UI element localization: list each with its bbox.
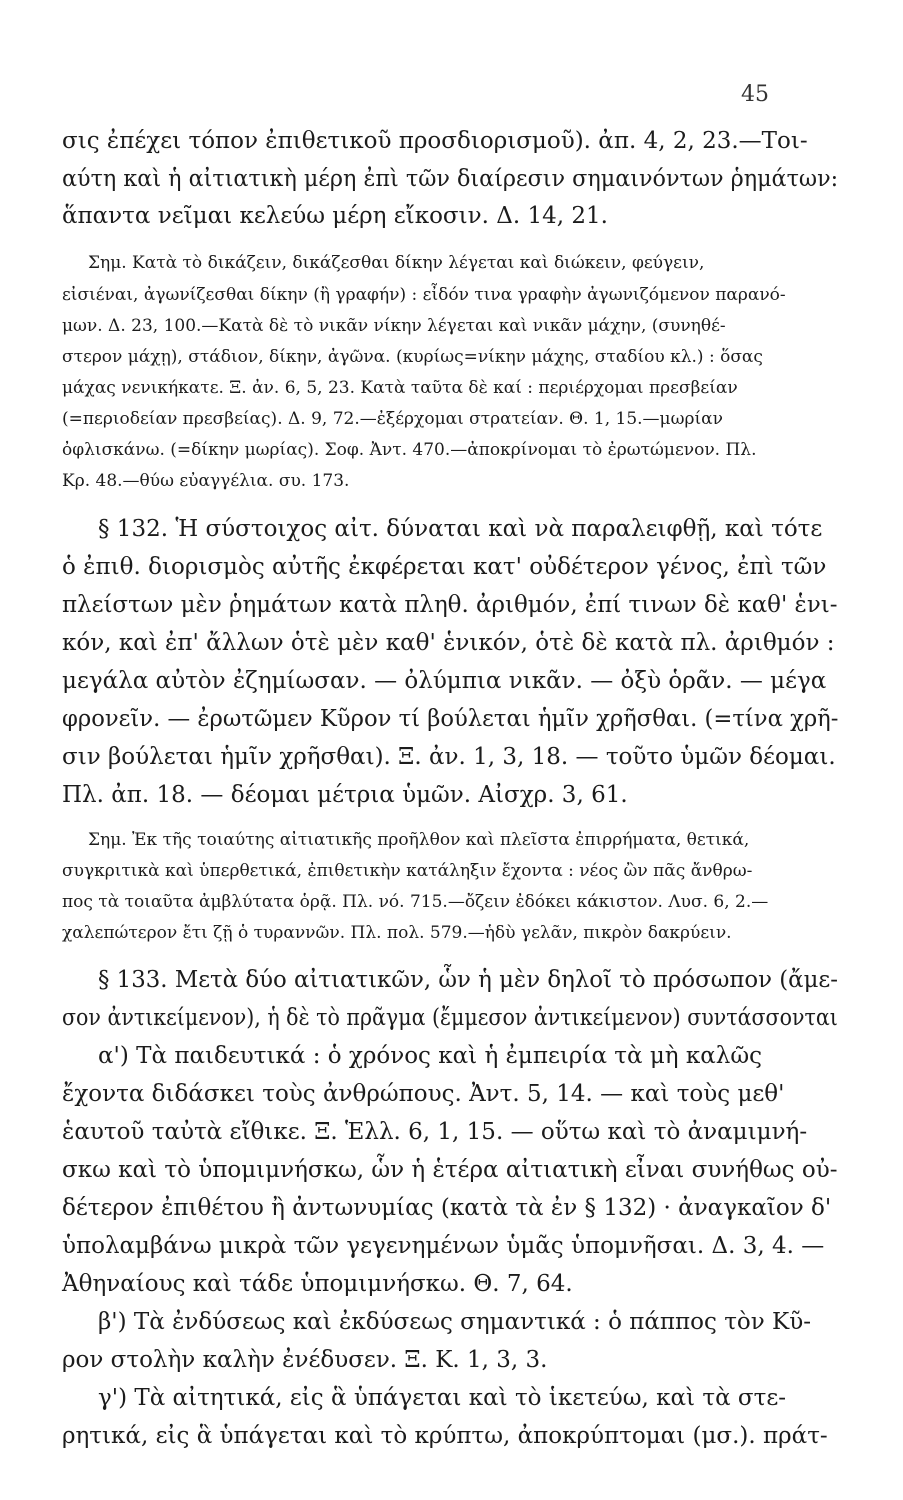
body-line: Ἀθηναίους καὶ τάδε ὑπομιμνήσκω. Θ. 7, 64. xyxy=(62,1271,573,1297)
body-line: σκω καὶ τὸ ὑπομιμνήσκω, ὧν ἡ ἑτέρα αἰτιατικὴ εἶναι συνήθως οὐ- xyxy=(62,1157,838,1183)
note-line: μάχας νενικήκατε. Ξ. ἀν. 6, 5, 23. Κατὰ ταῦτα δὲ καί : περιέρχομαι πρεσβείαν xyxy=(62,378,738,398)
body-line: φρονεῖν. — ἐρωτῶμεν Κῦρον τί βούλεται ἡμῖν χρῆσθαι. (=τίνα χρῆ- xyxy=(62,706,839,732)
body-line: πλείστων μὲν ῥημάτων κατὰ πληθ. ἀριθμόν, ἐπί τινων δὲ καθ' ἑνι- xyxy=(62,592,838,618)
note-line: Κρ. 48.—θύω εὐαγγέλια. συ. 173. xyxy=(62,471,350,491)
body-line: δέτερον ἐπιθέτου ἢ ἀντωνυμίας (κατὰ τὰ ἐν § 132) · ἀναγκαῖον δ' xyxy=(62,1195,832,1221)
note-line: μων. Δ. 23, 100.—Κατὰ δὲ τὸ νικᾶν νίκην λέγεται καὶ νικᾶν μάχην, (συνηθέ- xyxy=(62,316,726,336)
note-line: ὀφλισκάνω. (=δίκην μωρίας). Σοφ. Ἀντ. 470.—ἀποκρίνομαι τὸ ἐρωτώμενον. Πλ. xyxy=(62,440,757,460)
note-line: πος τὰ τοιαῦτα ἀμβλύτατα ὁρᾷ. Πλ. νό. 715.—ὄζειν ἐδόκει κάκιστον. Λυσ. 6, 2.— xyxy=(62,892,769,912)
body-line: κόν, καὶ ἐπ' ἄλλων ὁτὲ μὲν καθ' ἑνικόν, ὁτὲ δὲ κατὰ πλ. ἀριθμόν : xyxy=(62,630,835,656)
body-line: σις ἐπέχει τόπον ἐπιθετικοῦ προσδιορισμοῦ). ἀπ. 4, 2, 23.—Τοι- xyxy=(62,128,808,154)
body-line: ρον στολὴν καλὴν ἐνέδυσεν. Ξ. Κ. 1, 3, 3. xyxy=(62,1347,548,1373)
note-line: (=περιοδείαν πρεσβείας). Δ. 9, 72.—ἐξέρχομαι στρατείαν. Θ. 1, 15.—μωρίαν xyxy=(62,409,723,429)
section-line: § 132. Ἡ σύστοιχος αἰτ. δύναται καὶ νὰ παραλειφθῇ, καὶ τότε xyxy=(98,516,823,542)
body-line: ὑπολαμβάνω μικρὰ τῶν γεγενημένων ὑμᾶς ὑπομνῆσαι. Δ. 3, 4. — xyxy=(62,1233,825,1259)
page-number: 45 xyxy=(741,82,769,107)
section-line: § 133. Μετὰ δύο αἰτιατικῶν, ὧν ἡ μὲν δηλοῖ τὸ πρόσωπον (ἄμε- xyxy=(98,967,838,993)
body-line: β') Τὰ ἐνδύσεως καὶ ἐκδύσεως σημαντικά : ὁ πάππος τὸν Κῦ- xyxy=(98,1309,811,1335)
body-line: ἔχοντα διδάσκει τοὺς ἀνθρώπους. Ἀντ. 5, 14. — καὶ τοὺς μεθ' xyxy=(62,1081,785,1107)
body-line: ἅπαντα νεῖμαι κελεύω μέρη εἴκοσιν. Δ. 14, 21. xyxy=(62,203,608,229)
note-line: Σημ. Ἐκ τῆς τοιαύτης αἰτιατικῆς προῆλθον καὶ πλεῖστα ἐπιρρήματα, θετικά, xyxy=(88,830,750,850)
note-line: Σημ. Κατὰ τὸ δικάζειν, δικάζεσθαι δίκην λέγεται καὶ διώκειν, φεύγειν, xyxy=(88,253,705,273)
body-line: αύτη καὶ ἡ αἰτιατικὴ μέρη ἐπὶ τῶν διαίρεσιν σημαινόντων ῥημάτων: xyxy=(62,166,839,192)
body-line: Πλ. ἀπ. 18. — δέομαι μέτρια ὑμῶν. Αἰσχρ. 3, 61. xyxy=(62,782,628,808)
note-line: χαλεπώτερον ἔτι ζῇ ὁ τυραννῶν. Πλ. πολ. 579.—ἡδὺ γελᾶν, πικρὸν δακρύειν. xyxy=(62,923,732,943)
body-line: α') Τὰ παιδευτικά : ὁ χρόνος καὶ ἡ ἐμπειρία τὰ μὴ καλῶς xyxy=(98,1043,763,1069)
body-line: σον ἀντικείμενον), ἡ δὲ τὸ πρᾶγμα (ἔμμεσον ἀντικείμενον) συντάσσονται xyxy=(62,1005,838,1031)
note-line: στερον μάχῃ), στάδιον, δίκην, ἀγῶνα. (κυρίως=νίκην μάχης, σταδίου κλ.) : ὅσας xyxy=(62,347,763,367)
note-line: εἰσιέναι, ἀγωνίζεσθαι δίκην (ἢ γραφήν) : εἶδόν τινα γραφὴν ἀγωνιζόμενον παρανό- xyxy=(62,285,786,305)
body-line: γ') Τὰ αἰτητικά, εἰς ἃ ὑπάγεται καὶ τὸ ἱκετεύω, καὶ τὰ στε- xyxy=(98,1385,787,1411)
note-line: συγκριτικὰ καὶ ὑπερθετικά, ἐπιθετικὴν κατάληξιν ἔχοντα : νέος ὢν πᾶς ἄνθρω- xyxy=(62,861,753,881)
body-line: ρητικά, εἰς ἃ ὑπάγεται καὶ τὸ κρύπτω, ἀποκρύπτομαι (μσ.). πράτ- xyxy=(62,1423,828,1449)
body-line: μεγάλα αὐτὸν ἐζημίωσαν. — ὀλύμπια νικᾶν. — ὀξὺ ὁρᾶν. — μέγα xyxy=(62,668,827,694)
body-line: σιν βούλεται ἡμῖν χρῆσθαι). Ξ. ἀν. 1, 3, 18. — τοῦτο ὑμῶν δέομαι. xyxy=(62,744,836,770)
body-line: ἑαυτοῦ ταὐτὰ εἴθικε. Ξ. Ἑλλ. 6, 1, 15. — οὕτω καὶ τὸ ἀναμιμνή- xyxy=(62,1119,808,1145)
body-line: ὁ ἐπιθ. διορισμὸς αὐτῆς ἐκφέρεται κατ' οὐδέτερον γένος, ἐπὶ τῶν xyxy=(62,554,827,580)
